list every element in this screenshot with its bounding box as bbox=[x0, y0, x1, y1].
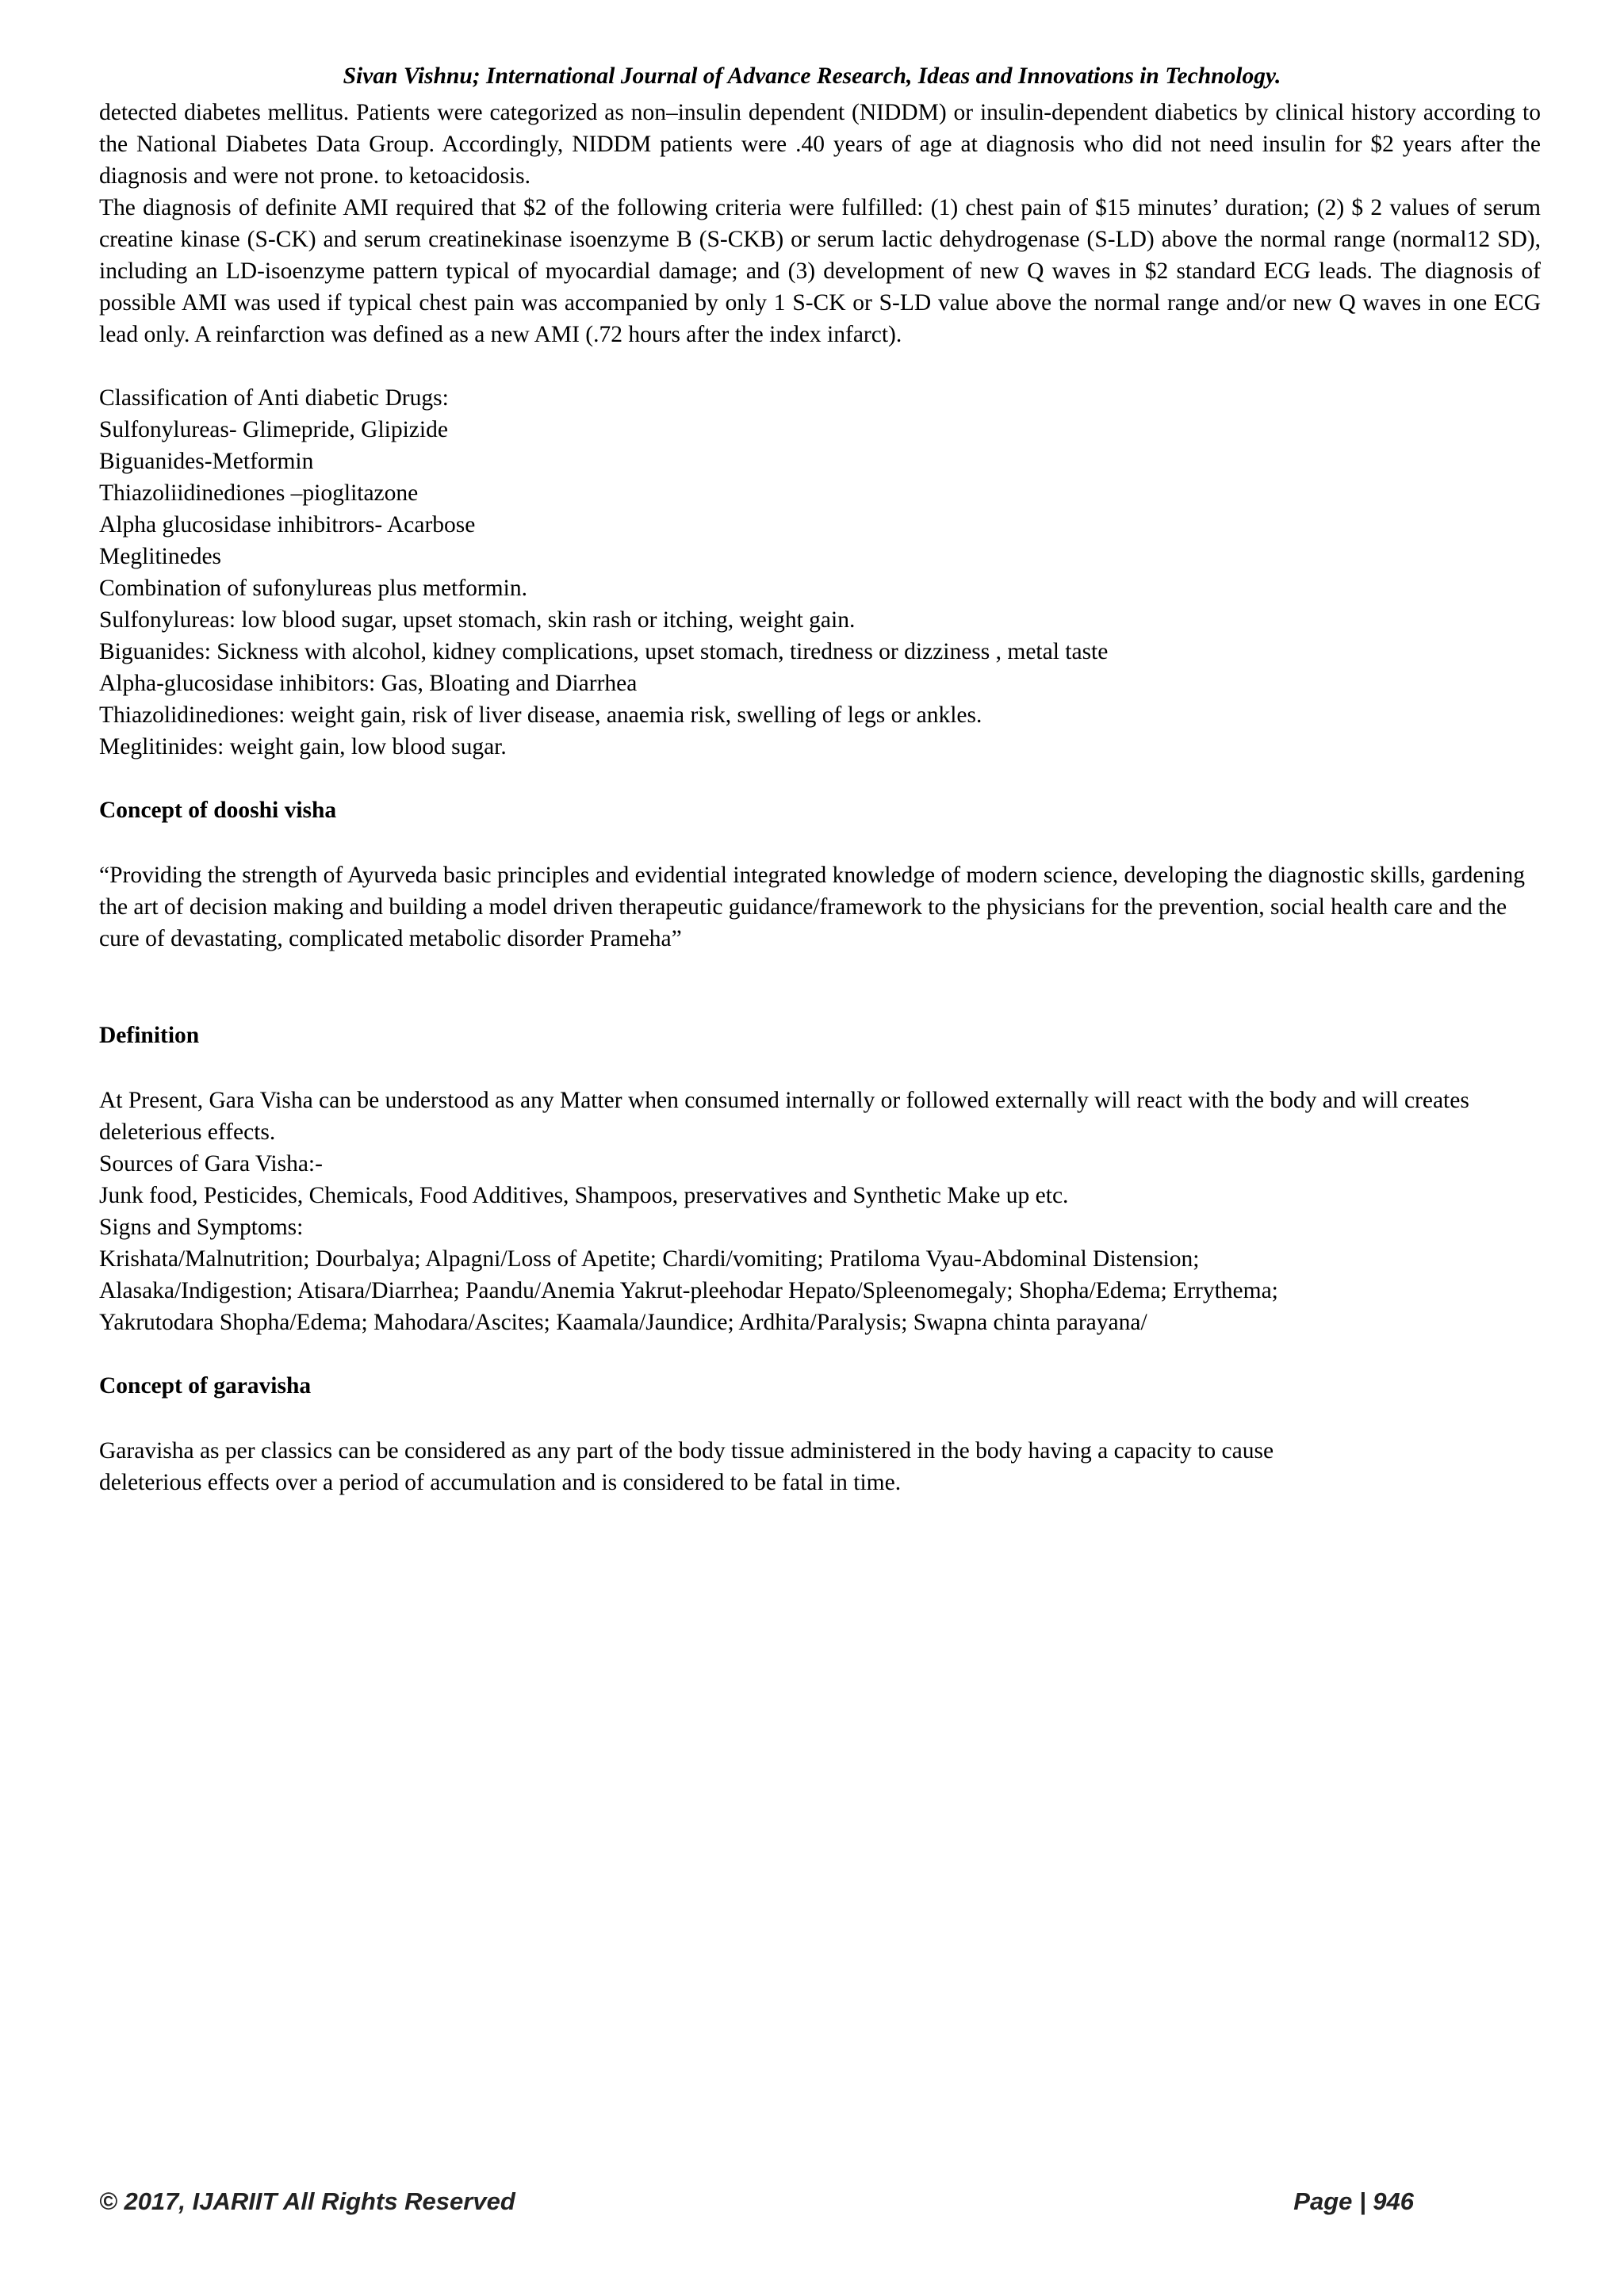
classification-line: Biguanides-Metformin bbox=[99, 449, 314, 474]
classification-line: Sulfonylureas- Glimepride, Glipizide bbox=[99, 417, 448, 442]
sources-text: Junk food, Pesticides, Chemicals, Food Additives, Shampoos, preservatives and Synthetic Make up etc. bbox=[99, 1183, 1069, 1208]
section-heading-garavisha: Concept of garavisha bbox=[99, 1373, 312, 1399]
footer-copyright: © 2017, IJARIIT All Rights Reserved bbox=[99, 2187, 515, 2215]
classification-line: Alpha-glucosidase inhibitors: Gas, Bloating and Diarrhea bbox=[99, 671, 638, 696]
paragraph-niddm: detected diabetes mellitus. Patients were categorized as non–insulin dependent (NIDDM) or insulin-dependent diabetics by clinical history according to the National Diabetes Data Group. Accordingly, NIDDM patients were .40 years of age at diagnosis who did not need insulin for $2 years after the diagnosis and were not prone. to ketoacidosis. bbox=[99, 100, 1541, 189]
quote-paragraph: “Providing the strength of Ayurveda basic principles and evidential integrated knowledge of modern science, developing the diagnostic skills, gardening the art of decision making and building a model driven therapeutic guidance/framework to the physicians for the prevention, social health care and the cure of devastating, complicated metabolic disorder Prameha” bbox=[99, 863, 1525, 951]
article-body bbox=[99, 97, 1541, 1498]
classification-line: Thiazolidinediones: weight gain, risk of liver disease, anaemia risk, swelling of legs or ankles. bbox=[99, 702, 982, 728]
running-header: Sivan Vishnu; International Journal of Advance Research, Ideas and Innovations in Technology. bbox=[343, 63, 1281, 89]
garavisha-line: Garavisha as per classics can be considered as any part of the body tissue administered in the body having a capacity to cause bbox=[99, 1438, 1274, 1464]
sources-label: Sources of Gara Visha:- bbox=[99, 1151, 323, 1177]
classification-line: Sulfonylureas: low blood sugar, upset stomach, skin rash or itching, weight gain. bbox=[99, 607, 856, 633]
classification-line: Meglitinides: weight gain, low blood sugar. bbox=[99, 734, 507, 760]
signs-symptoms-list bbox=[99, 1243, 1541, 1338]
signs-label: Signs and Symptoms: bbox=[99, 1215, 304, 1240]
drug-classification-list bbox=[99, 382, 1541, 763]
classification-line: Combination of sufonylureas plus metformin. bbox=[99, 576, 527, 601]
classification-line: Biguanides: Sickness with alcohol, kidney complications, upset stomach, tiredness or dizziness , metal taste bbox=[99, 639, 1109, 664]
section-heading-dooshi-visha: Concept of dooshi visha bbox=[99, 798, 337, 823]
signs-line: Yakrutodara Shopha/Edema; Mahodara/Ascites; Kaamala/Jaundice; Ardhita/Paralysis; Swapna chinta parayana/ bbox=[99, 1310, 1147, 1335]
footer-page-number: Page | 946 bbox=[1293, 2187, 1414, 2215]
classification-line: Thiazoliidinediones –pioglitazone bbox=[99, 480, 419, 506]
classification-line: Alpha glucosidase inhibitrors- Acarbose bbox=[99, 512, 476, 538]
signs-line: Krishata/Malnutrition; Dourbalya; Alpagni/Loss of Apetite; Chardi/vomiting; Pratiloma Vyau-Abdominal Distension; bbox=[99, 1246, 1200, 1272]
garavisha-line: deleterious effects over a period of accumulation and is considered to be fatal in time. bbox=[99, 1470, 902, 1495]
classification-line: Classification of Anti diabetic Drugs: bbox=[99, 385, 449, 411]
classification-line: Meglitinedes bbox=[99, 544, 222, 569]
paragraph-ami-criteria: The diagnosis of definite AMI required that $2 of the following criteria were fulfilled: (1) chest pain of $15 minutes’ duration; (2) $ 2 values of serum creatine kinase (S-CK) and serum creatinekinase isoenzyme B (S-CKB) or serum lactic dehydrogenase (S-LD) above the normal range (normal12 SD), including an LD-isoenzyme pattern typical of myocardial damage; and (3) development of new Q waves in $2 standard ECG leads. The diagnosis of possible AMI was used if typical chest pain was accompanied by only 1 S-CK or S-LD value above the normal range and/or new Q waves in one ECG lead only. A reinfarction was defined as a new AMI (.72 hours after the index infarct). bbox=[99, 195, 1541, 347]
signs-line: Alasaka/Indigestion; Atisara/Diarrhea; Paandu/Anemia Yakrut-pleehodar Hepato/Spleenomegaly; Shopha/Edema; Errythema; bbox=[99, 1278, 1278, 1303]
definition-paragraph: At Present, Gara Visha can be understood as any Matter when consumed internally or followed externally will react with the body and will creates deleterious effects. bbox=[99, 1088, 1469, 1145]
section-heading-definition: Definition bbox=[99, 1023, 200, 1048]
garavisha-paragraph bbox=[99, 1435, 1541, 1498]
